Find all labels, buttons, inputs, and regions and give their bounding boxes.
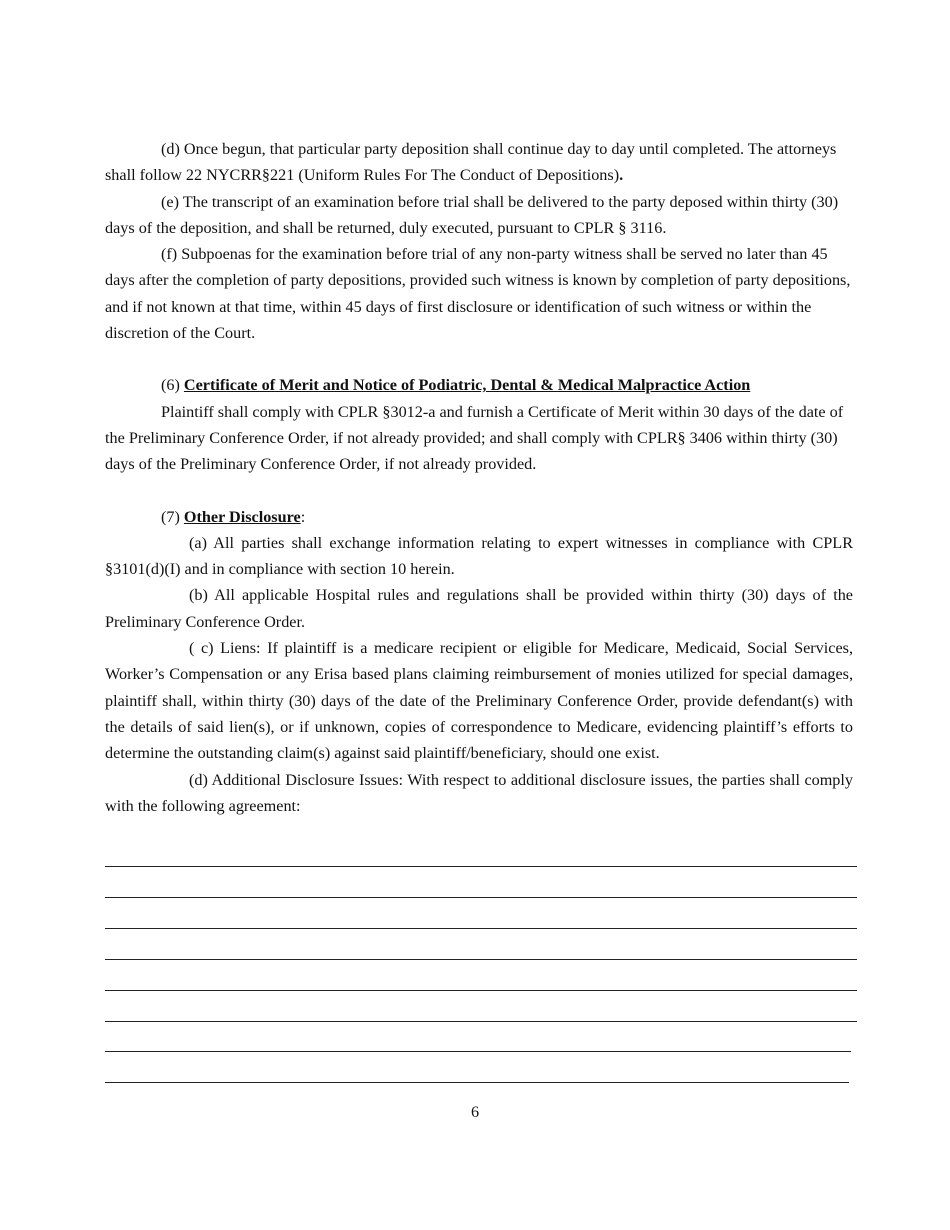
blank-line[interactable] — [105, 897, 857, 898]
section-7-title: Other Disclosure — [183, 507, 301, 526]
blank-line[interactable] — [105, 1051, 851, 1052]
blank-line[interactable] — [105, 990, 857, 991]
blank-line[interactable] — [105, 928, 857, 929]
section-7-number: (7) — [161, 507, 184, 526]
blank-line[interactable] — [105, 959, 857, 960]
paragraph-f-subpoenas: (f) Subpoenas for the examination before trial of any non-party witness shall be served no later than 45 days after the completion of party depositions, provided such witness is known by completion of party depositions, and if not known at that time, within 45 days of first disclosure or identification of such witness or within the discretion of the Court. — [105, 245, 851, 343]
blank-line[interactable] — [105, 1082, 849, 1083]
section-6-number: (6) — [161, 376, 184, 395]
paragraph-d-depositions — [105, 136, 853, 189]
blank-line[interactable] — [105, 866, 857, 867]
section-7-item-c-liens: ( c) Liens: If plaintiff is a medicare recipient or eligible for Medicare, Medicaid, Social Services, Worker’s Compensation or any Erisa based plans claiming reimbursement of monies utilized for special damages, plaintiff shall, within thirty (30) days of the date of the Preliminary Conference Order, provide defendant(s) with the details of said lien(s), or if unknown, copies of correspondence to Medicare, evidencing plaintiff’s efforts to determine the outstanding claim(s) against said plaintiff/beneficiary, should one exist. — [105, 639, 853, 763]
section-6-title: Certificate of Merit and Notice of Podiatric, Dental & Medical Malpractice Action — [183, 376, 751, 395]
paragraph-d-text: (d) Once begun, that particular party deposition shall continue day to day until completed. The attorneys shall follow 22 NYCRR§221 (Uniform Rules For The Conduct of Depositions) — [105, 140, 837, 185]
section-6-heading — [105, 372, 853, 398]
page-number: 6 — [470, 1103, 480, 1121]
section-6-body: Plaintiff shall comply with CPLR §3012-a and furnish a Certificate of Merit within 30 days of the date of the Preliminary Conference Order, if not already provided; and shall comply with CPLR§ 3406 within thirty (30) days of the Preliminary Conference Order, if not already provided. — [105, 402, 844, 474]
paragraph-d-period: . — [619, 166, 624, 185]
section-7-item-a: (a) All parties shall exchange information relating to expert witnesses in compliance with CPLR §3101(d)(I) and in compliance with section 10 herein. — [105, 533, 853, 579]
section-7-item-d-additional: (d) Additional Disclosure Issues: With respect to additional disclosure issues, the parties shall comply with the following agreement: — [105, 770, 853, 815]
section-7-heading — [105, 504, 853, 530]
blank-line[interactable] — [105, 1021, 857, 1022]
section-7-item-b: (b) All applicable Hospital rules and regulations shall be provided within thirty (30) days of the Preliminary Conference Order. — [105, 586, 853, 631]
section-7-colon: : — [300, 507, 306, 526]
document-body — [105, 136, 853, 819]
paragraph-e-transcript: (e) The transcript of an examination before trial shall be delivered to the party deposed within thirty (30) days of the deposition, and shall be returned, duly executed, pursuant to CPLR § 3116. — [105, 192, 839, 237]
